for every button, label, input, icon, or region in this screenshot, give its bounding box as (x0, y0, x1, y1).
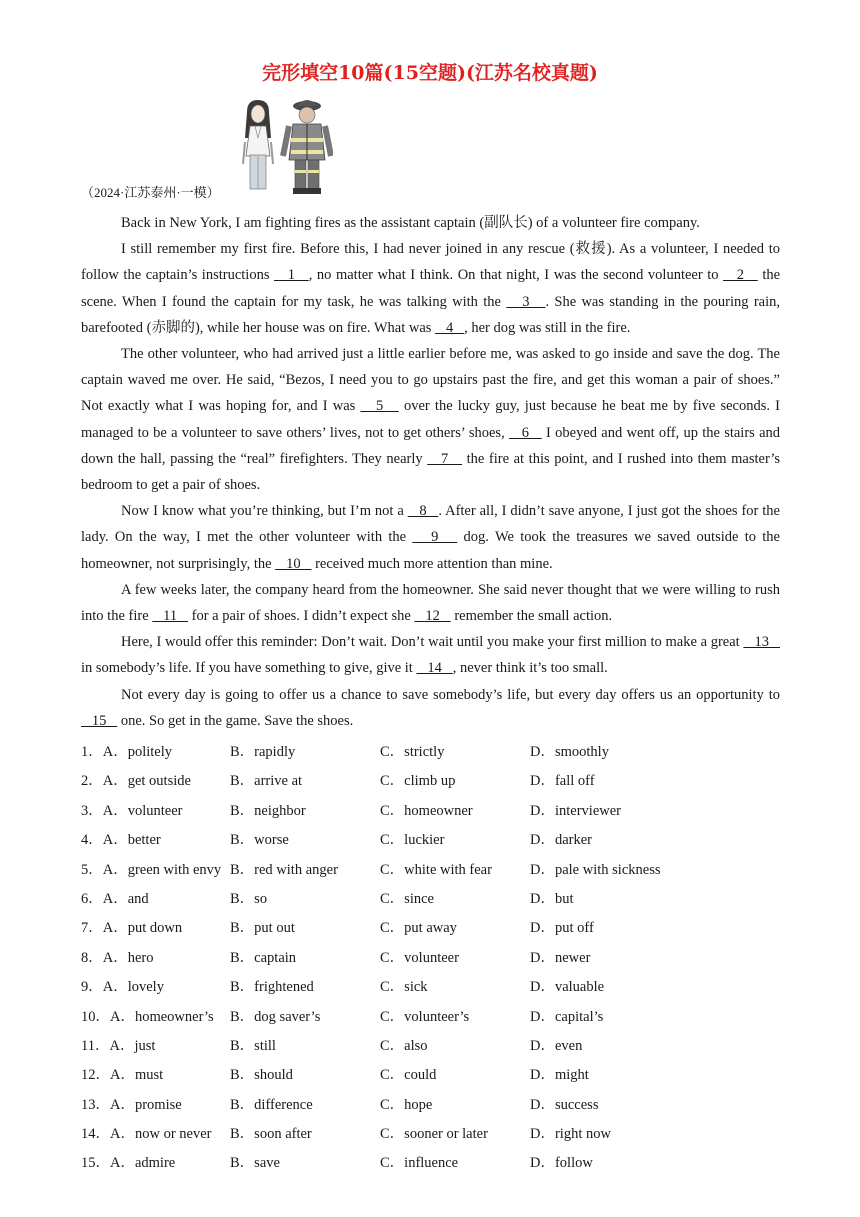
option-text: D．even (530, 1037, 583, 1054)
option-d (530, 1063, 589, 1084)
passage-text: , no matter what I think. On that night, I was the second volunteer to (308, 267, 724, 284)
option-d (530, 916, 594, 937)
option-text: C．volunteer’s (380, 1008, 470, 1025)
option-a (81, 799, 182, 820)
passage (81, 210, 780, 734)
question-row (81, 740, 781, 769)
option-b (230, 1005, 320, 1026)
passage-paragraph (81, 629, 780, 681)
question-row (81, 946, 781, 975)
option-c (380, 887, 434, 908)
question-row (81, 828, 781, 857)
option-a (81, 1151, 175, 1172)
answer-blank: 2 (723, 267, 758, 284)
option-text: A．and (102, 890, 149, 907)
option-d (530, 858, 660, 879)
option-b (230, 858, 338, 879)
option-text: B．should (230, 1067, 293, 1084)
question-row (81, 769, 781, 798)
option-text: D．follow (530, 1155, 593, 1172)
passage-text: remember the small action. (450, 608, 613, 625)
question-number: 10． (81, 1008, 110, 1025)
passage-text: over the lucky guy, just because he beat me by five seconds. I managed to be a volunteer to save others’ lives, not to get others’ shoes, (81, 398, 780, 441)
passage-text: Not every day is going to offer us a chance to save somebody’s life, but every day offers us an opportunity to (121, 686, 780, 703)
option-text: D．but (530, 890, 574, 907)
option-text: A．just (109, 1037, 156, 1054)
option-text: A．lovely (102, 979, 164, 996)
question-row (81, 916, 781, 945)
option-b (230, 1034, 276, 1055)
question-number: 13． (81, 1096, 110, 1113)
passage-text: . After all, I didn’t save anyone, I just got the shoes for the lady. On the way, I met the other volunteer with the (81, 503, 780, 546)
option-text: A．green with envy (102, 861, 222, 878)
answer-blank: 10 (275, 555, 312, 572)
option-text: A．better (102, 832, 161, 849)
option-text: B．neighbor (230, 802, 306, 819)
option-text: D．success (530, 1096, 599, 1113)
option-c (380, 828, 444, 849)
option-a (81, 1063, 163, 1084)
option-text: A．put down (102, 920, 183, 937)
passage-text: the fire at this point, and I rushed into them master’s bedroom to get a pair of shoes. (81, 450, 781, 494)
question-number: 3． (81, 802, 103, 819)
answer-blank: 11 (152, 608, 188, 625)
passage-text: . She was standing in the pouring rain, barefooted (赤脚的), while her house was on fire. What was (81, 293, 780, 336)
option-b (230, 975, 314, 996)
option-b (230, 1151, 280, 1172)
question-row (81, 1122, 781, 1151)
question-row (81, 1005, 781, 1034)
option-d (530, 799, 621, 820)
answer-blank: 9 (412, 529, 458, 546)
option-c (380, 916, 457, 937)
question-row (81, 799, 781, 828)
option-text: B．still (230, 1037, 276, 1054)
option-text: C．white with fear (380, 861, 492, 878)
option-text: C．hope (380, 1096, 433, 1113)
option-a (81, 828, 161, 849)
option-text: D．smoothly (530, 744, 609, 760)
option-text: B．soon after (230, 1126, 312, 1143)
passage-text: dog. We took the treasures we saved outside to the homeowner, not surprisingly, the (81, 529, 780, 572)
option-text: A．volunteer (102, 802, 183, 819)
option-c (380, 975, 428, 996)
option-c (380, 740, 444, 761)
question-row (81, 1034, 781, 1063)
option-a (81, 858, 221, 879)
option-text: C．luckier (380, 832, 445, 849)
answer-blank: 6 (508, 424, 542, 441)
option-text: B．put out (230, 920, 295, 937)
option-d (530, 1034, 582, 1055)
option-b (230, 769, 302, 790)
question-row (81, 975, 781, 1004)
option-d (530, 828, 592, 849)
option-a (81, 1034, 155, 1055)
question-number: 15． (81, 1155, 110, 1172)
option-text: A．hero (102, 949, 154, 966)
passage-text: Back in New York, I am fighting fires as the assistant captain (副队长) of a volunteer fire company. (121, 215, 700, 231)
option-text: C．homeowner (380, 802, 473, 819)
option-text: A．promise (110, 1096, 182, 1113)
question-number: 14． (81, 1126, 110, 1143)
question-options (81, 740, 781, 1181)
option-c (380, 858, 492, 879)
option-text: B．save (230, 1155, 280, 1172)
source-label: （2024·江苏泰州·一模） (81, 185, 220, 200)
option-d (530, 1005, 603, 1026)
answer-blank: 14 (416, 660, 453, 677)
option-text: C．strictly (380, 744, 445, 760)
passage-text: for a pair of shoes. I didn’t expect she (188, 608, 415, 625)
option-a (81, 1122, 211, 1143)
passage-text: in somebody’s life. If you have something to give, give it (81, 660, 417, 677)
passage-paragraph (81, 577, 780, 629)
passage-text: I obeyed and went off, up the stairs and down the hall, passing the “real” firefighters. They nearly (81, 424, 781, 467)
option-text: D．interviewer (530, 802, 621, 819)
option-d (530, 1093, 598, 1114)
answer-blank: 4 (435, 319, 465, 336)
option-c (380, 946, 459, 967)
firefighter-figure (283, 100, 331, 194)
passage-text: the scene. When I found the captain for my task, he was talking with the (81, 267, 781, 310)
option-text: C．could (380, 1067, 437, 1084)
option-text: A．get outside (102, 773, 191, 790)
passage-text: I still remember my first fire. Before this, I had never joined in any rescue (救援). As a volunteer, I needed to follow the captain’s instructions (81, 241, 780, 284)
answer-blank: 13 (743, 634, 781, 651)
passage-paragraph (81, 498, 780, 577)
question-number: 9． (81, 979, 103, 996)
question-number: 6． (81, 890, 103, 907)
option-text: D．put off (530, 920, 594, 937)
option-text: A．politely (102, 744, 173, 760)
question-number: 11． (81, 1037, 110, 1054)
option-a (81, 1093, 182, 1114)
option-b (230, 828, 289, 849)
option-text: B．frightened (230, 979, 314, 996)
option-b (230, 916, 295, 937)
option-c (380, 769, 455, 790)
option-text: D．right now (530, 1126, 611, 1143)
option-text: B．so (230, 890, 268, 907)
option-text: C．put away (380, 920, 457, 937)
passage-text: one. So get in the game. Save the shoes. (117, 712, 354, 729)
option-d (530, 946, 590, 967)
answer-blank: 8 (407, 503, 439, 520)
option-d (530, 740, 609, 761)
option-text: D．fall off (530, 773, 595, 790)
option-a (81, 769, 191, 790)
option-text: C．also (380, 1037, 428, 1054)
question-number: 2． (81, 773, 103, 790)
option-text: D．darker (530, 832, 593, 849)
page-title: 完形填空10篇(15空题)(江苏名校真题) (262, 62, 598, 84)
option-text: A．must (110, 1067, 164, 1084)
answer-blank: 15 (81, 712, 118, 729)
answer-blank: 3 (506, 293, 546, 310)
question-row (81, 858, 781, 887)
option-a (81, 740, 172, 761)
question-number: 8． (81, 949, 103, 966)
question-number: 12． (81, 1067, 110, 1084)
option-c (380, 1034, 428, 1055)
option-c (380, 1005, 469, 1026)
illustration-woman-and-firefighter (241, 98, 333, 196)
option-b (230, 799, 306, 820)
option-c (380, 1093, 432, 1114)
option-c (380, 1063, 436, 1084)
option-b (230, 740, 295, 761)
answer-blank: 1 (274, 267, 309, 284)
option-text: A．now or never (110, 1126, 212, 1143)
option-text: C．since (380, 890, 434, 907)
option-text: D．newer (530, 949, 591, 966)
option-text: D．might (530, 1067, 589, 1084)
passage-text: , her dog was still in the fire. (464, 319, 631, 336)
option-d (530, 975, 604, 996)
option-text: B．captain (230, 949, 297, 966)
option-b (230, 1122, 312, 1143)
question-row (81, 1093, 781, 1122)
option-text: A．homeowner’s (110, 1008, 214, 1025)
option-text: C．volunteer (380, 949, 459, 966)
option-c (380, 1122, 488, 1143)
option-b (230, 946, 296, 967)
question-number: 4． (81, 832, 103, 849)
passage-paragraph (81, 210, 780, 236)
option-d (530, 1122, 611, 1143)
option-d (530, 769, 595, 790)
passage-paragraph (81, 236, 780, 341)
option-d (530, 887, 574, 908)
option-a (81, 916, 182, 937)
question-number: 7． (81, 920, 103, 937)
option-text: B．dog saver’s (230, 1008, 321, 1025)
option-text: B．arrive at (230, 773, 303, 790)
option-text: D．pale with sickness (530, 861, 661, 878)
passage-text: Now I know what you’re thinking, but I’m not a (121, 503, 408, 520)
option-a (81, 887, 149, 908)
option-text: C．climb up (380, 773, 456, 790)
question-row (81, 1151, 781, 1180)
option-a (81, 975, 164, 996)
passage-text: A few weeks later, the company heard from the homeowner. She said never thought that we were willing to rush into the fire (81, 581, 780, 625)
question-row (81, 887, 781, 916)
question-row (81, 1063, 781, 1092)
answer-blank: 12 (414, 608, 451, 625)
option-b (230, 1093, 313, 1114)
option-c (380, 799, 473, 820)
passage-text: Here, I would offer this reminder: Don’t wait. Don’t wait until you make your first million to make a great (121, 634, 744, 651)
option-a (81, 1005, 214, 1026)
option-b (230, 887, 267, 908)
passage-paragraph (81, 682, 780, 734)
option-c (380, 1151, 458, 1172)
question-number: 1． (81, 744, 103, 760)
option-text: A．admire (110, 1155, 176, 1172)
option-text: D．capital’s (530, 1008, 604, 1025)
option-text: B．worse (230, 832, 289, 849)
option-text: C．sooner or later (380, 1126, 488, 1143)
passage-text: , never think it’s too small. (452, 660, 608, 677)
option-text: C．sick (380, 979, 428, 996)
option-text: B．rapidly (230, 744, 296, 760)
option-a (81, 946, 154, 967)
option-text: B．red with anger (230, 861, 338, 878)
answer-blank: 7 (427, 450, 463, 467)
question-number: 5． (81, 861, 103, 878)
option-text: D．valuable (530, 979, 605, 996)
option-text: C．influence (380, 1155, 459, 1172)
woman-figure (243, 100, 273, 189)
option-b (230, 1063, 293, 1084)
answer-blank: 5 (360, 398, 399, 415)
passage-text: received much more attention than mine. (311, 555, 553, 572)
option-text: B．difference (230, 1096, 313, 1113)
passage-paragraph (81, 341, 780, 498)
option-d (530, 1151, 593, 1172)
passage-text: The other volunteer, who had arrived just a little earlier before me, was asked to go inside and save the dog. The captain waved me over. He said, “Bezos, I need you to go upstairs past the fire, and get this woman a pair of shoes.” Not exactly what I was hoping for, and I was (81, 346, 780, 415)
